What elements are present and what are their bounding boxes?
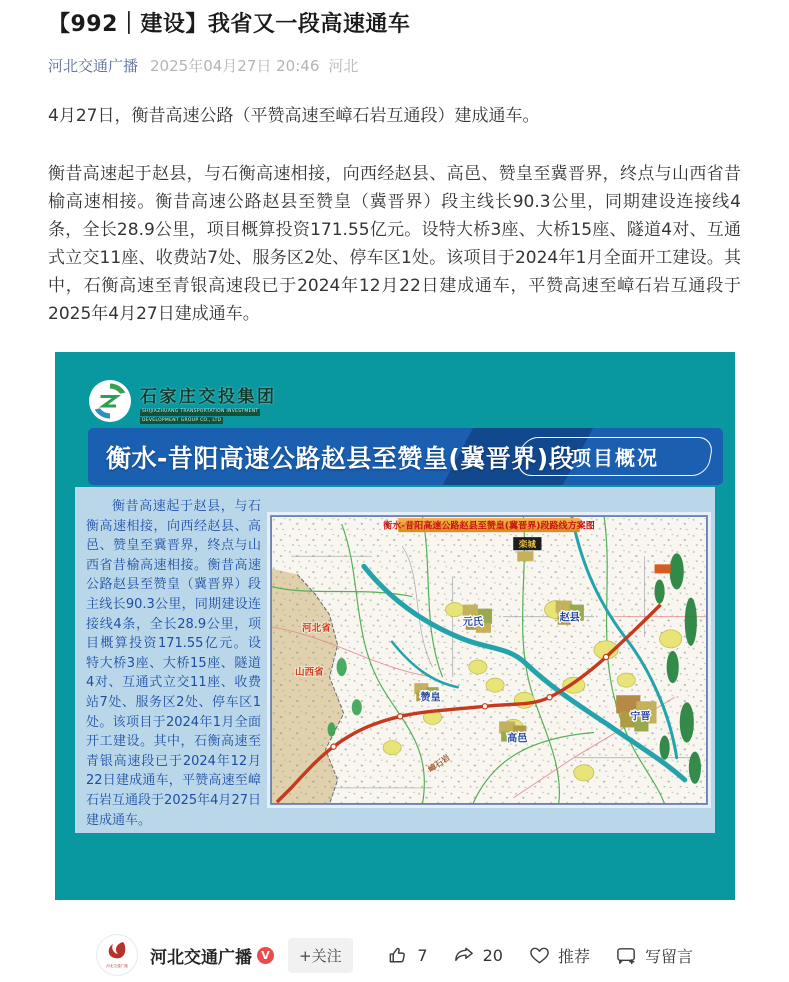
poster-banner [88,428,723,485]
map-label-hebei: 河北省 [302,622,331,634]
map-label-zanhuang: 赞皇 [420,692,441,704]
recommend-label: 推荐 [557,946,590,966]
publish-location: 河北 [328,57,359,75]
share-count: 20 [482,945,503,965]
recommend-button[interactable] [528,944,590,967]
account-avatar-logo [96,934,138,976]
poster-banner-title: 衡水-昔阳高速公路赵县至赞皇(冀晋界)段 [106,443,575,473]
verified-badge: V [257,947,274,964]
account-avatar[interactable] [96,934,138,976]
action-bar [387,944,693,967]
route-map [270,515,708,805]
author-link[interactable]: 河北交通广播 [48,57,139,75]
paragraph-1: 4月27日，衡昔高速公路（平赞高速至嶂石岩互通段）建成通车。 [48,106,540,126]
map-label-zhaoxian: 赵县 [559,612,580,624]
poster-description: 衡昔高速起于赵县，与石衡高速相接，向西经赵县、高邑、赞皇至冀晋界，终点与山西省昔榆高速相接。衡昔高速公路赵县至赞皇（冀晋界）段主线长90.3公里，同期建设连接线4条，全长28.9公里，项目概算投资171.55亿元。设特大桥3座、大桥15座、隧道4对、互通式立交11座、收费站7处、服务区2处、停车区1处。该项目于2024年1月全面开工建设。其中，石衡高速至青银高速段已于2024年12月22日建成通车，平赞高速至嶂石岩互通段于2025年4月27日建成通车。 [86,499,261,828]
comment-button[interactable] [615,944,693,967]
route-map-canvas [271,516,707,804]
heart-icon [528,944,551,967]
article-title: 【992｜建设】我省又一段高速通车 [48,12,411,37]
svg-text:河北交通广播: 河北交通广播 [106,964,128,968]
map-label-ningjin: 宁晋 [630,711,651,723]
map-label-luancheng: 栾城 [518,540,536,551]
project-overview-badge [516,437,715,476]
org-logo-text [140,379,277,424]
org-logo [88,379,277,424]
share-icon [453,944,476,967]
publish-date: 2025年04月27日 20:46 [150,57,320,75]
account-bar [48,934,741,976]
org-name-en-1: SHIJIAZHUANG TRANSPORTATION INVESTMENT [142,409,259,414]
comment-icon [615,944,638,967]
org-name-en-2: DEVELOPMENT GROUP CO., LTD [142,417,222,423]
account-name[interactable]: 河北交通广播 [150,947,252,968]
org-name: 石家庄交投集团 [140,387,277,407]
map-label-yuanshi: 元氏 [462,616,483,628]
map-label-zhangshiyan: 嶂石岩 [426,753,452,775]
comment-label: 写留言 [644,946,693,966]
paragraph-2: 衡昔高速起于赵县，与石衡高速相接，向西经赵县、高邑、赞皇至冀晋界，终点与山西省昔榆高速相接。衡昔高速公路赵县至赞皇（冀晋界）段主线长90.3公里，同期建设连接线4条，全长28.9公里，项目概算投资171.55亿元。设特大桥3座、大桥15座、隧道4对、互通式立交11座、收费站7处、服务区2处、停车区1处。该项目于2024年1月全面开工建设。其中，石衡高速至青银高速段已于2024年12月22日建成通车，平赞高速至嶂石岩互通段于2025年4月27日建成通车。 [48,164,741,324]
map-title: 衡水-昔阳高速公路赵县至赞皇(冀晋界)段路线方案图 [383,521,595,532]
like-count: 7 [417,945,428,965]
like-button[interactable] [387,944,427,967]
share-button[interactable] [453,944,503,967]
poster-panel [75,487,715,833]
org-logo-icon [88,379,132,423]
thumbs-up-icon [387,944,410,967]
follow-button[interactable]: +关注 [288,938,353,973]
project-overview-badge-label: 项目概况 [571,446,659,470]
map-label-gaoyi: 高邑 [507,733,528,745]
poster-image[interactable] [55,352,735,900]
map-label-shanxi: 山西省 [294,667,324,679]
byline [48,56,741,76]
